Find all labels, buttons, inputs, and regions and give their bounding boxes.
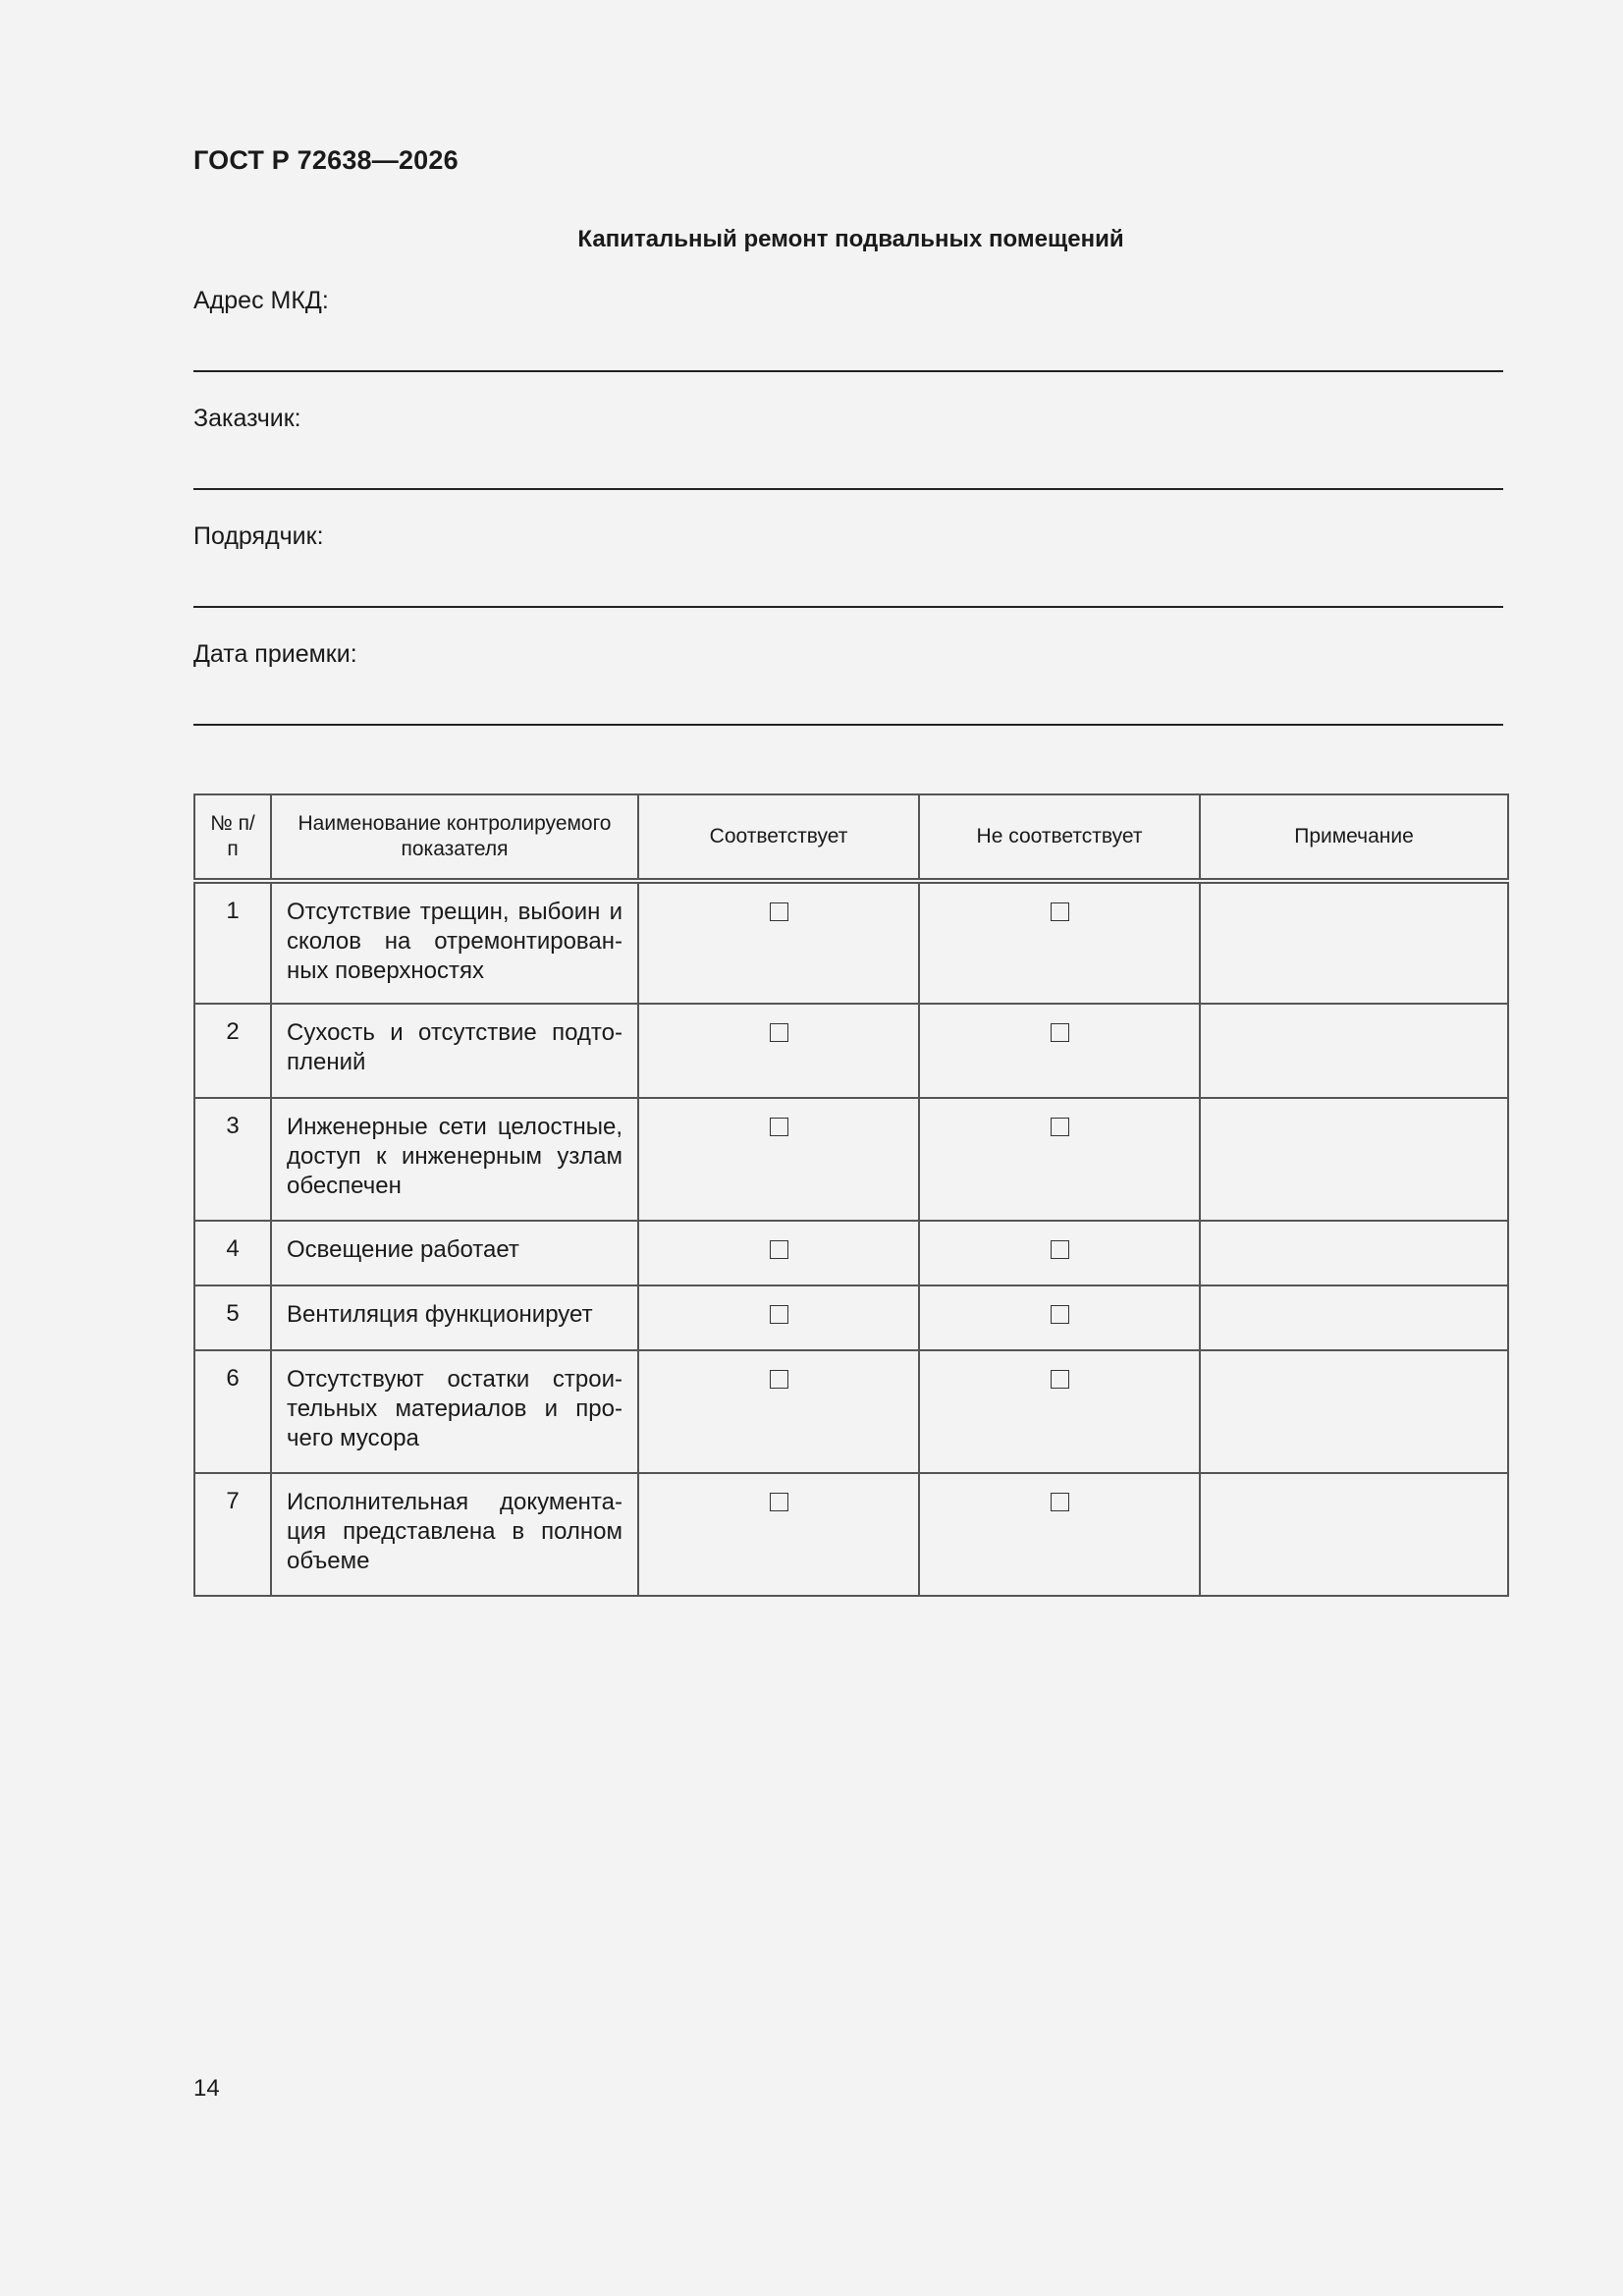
column-header-not-complies: Не соответствует: [919, 794, 1200, 881]
row-note-cell[interactable]: [1200, 1004, 1508, 1098]
form-title: Капитальный ремонт подвальных помещений: [577, 226, 1124, 252]
not-complies-checkbox[interactable]: [1051, 1305, 1069, 1324]
table-row: [194, 1285, 1508, 1350]
not-complies-checkbox[interactable]: [1051, 1240, 1069, 1259]
not-complies-checkbox[interactable]: [1051, 1118, 1069, 1136]
row-complies-cell: [638, 1285, 919, 1350]
table-row: [194, 1350, 1508, 1473]
row-note-cell[interactable]: [1200, 1285, 1508, 1350]
row-not-complies-cell: [919, 1473, 1200, 1596]
document-code: ГОСТ Р 72638—2026: [193, 145, 459, 175]
row-number: 5: [194, 1285, 271, 1350]
table-row: [194, 1004, 1508, 1098]
complies-checkbox[interactable]: [770, 1493, 788, 1511]
complies-checkbox[interactable]: [770, 1118, 788, 1136]
row-number: 6: [194, 1350, 271, 1473]
row-complies-cell: [638, 1221, 919, 1285]
row-note-cell[interactable]: [1200, 1221, 1508, 1285]
field-address-label: Адрес МКД:: [193, 287, 329, 314]
table-row: [194, 1221, 1508, 1285]
row-not-complies-cell: [919, 881, 1200, 1004]
table-header-row: [194, 794, 1508, 881]
field-customer-line[interactable]: [193, 488, 1503, 490]
row-note-cell[interactable]: [1200, 1098, 1508, 1221]
complies-checkbox[interactable]: [770, 1370, 788, 1389]
field-customer-label: Заказчик:: [193, 405, 301, 432]
row-note-cell[interactable]: [1200, 1473, 1508, 1596]
row-number: 1: [194, 881, 271, 1004]
field-contractor-line[interactable]: [193, 606, 1503, 608]
complies-checkbox[interactable]: [770, 1240, 788, 1259]
row-indicator-name: Инженерные сети целостные, доступ к инженерным узлам обеспечен: [271, 1098, 638, 1221]
not-complies-checkbox[interactable]: [1051, 1370, 1069, 1389]
not-complies-checkbox[interactable]: [1051, 1023, 1069, 1042]
row-not-complies-cell: [919, 1350, 1200, 1473]
row-indicator-name: Отсутствуют остатки строительных материалов и прочего мусора: [271, 1350, 638, 1473]
row-complies-cell: [638, 1098, 919, 1221]
row-indicator-name: Сухость и отсутствие подтоплений: [271, 1004, 638, 1098]
field-address-line[interactable]: [193, 370, 1503, 372]
row-indicator-name: Вентиляция функционирует: [271, 1285, 638, 1350]
row-note-cell[interactable]: [1200, 881, 1508, 1004]
field-acceptance-date-label: Дата приемки:: [193, 640, 357, 668]
column-header-indicator: Наименование контролируемого показателя: [271, 794, 638, 881]
row-not-complies-cell: [919, 1004, 1200, 1098]
column-header-number: № п/п: [194, 794, 271, 881]
row-number: 2: [194, 1004, 271, 1098]
row-not-complies-cell: [919, 1285, 1200, 1350]
row-not-complies-cell: [919, 1098, 1200, 1221]
row-number: 4: [194, 1221, 271, 1285]
column-header-note: Примечание: [1200, 794, 1508, 881]
row-complies-cell: [638, 881, 919, 1004]
field-contractor-label: Подрядчик:: [193, 522, 324, 550]
column-header-complies: Соответствует: [638, 794, 919, 881]
row-indicator-name: Исполнительная документация представлена в полном объеме: [271, 1473, 638, 1596]
page-number: 14: [193, 2075, 220, 2102]
row-complies-cell: [638, 1004, 919, 1098]
complies-checkbox[interactable]: [770, 1023, 788, 1042]
row-number: 3: [194, 1098, 271, 1221]
complies-checkbox[interactable]: [770, 1305, 788, 1324]
not-complies-checkbox[interactable]: [1051, 1493, 1069, 1511]
field-acceptance-date-line[interactable]: [193, 724, 1503, 726]
row-indicator-name: Освещение работает: [271, 1221, 638, 1285]
row-number: 7: [194, 1473, 271, 1596]
complies-checkbox[interactable]: [770, 902, 788, 921]
row-complies-cell: [638, 1350, 919, 1473]
not-complies-checkbox[interactable]: [1051, 902, 1069, 921]
table-row: [194, 1473, 1508, 1596]
row-not-complies-cell: [919, 1221, 1200, 1285]
table-row: [194, 881, 1508, 1004]
row-note-cell[interactable]: [1200, 1350, 1508, 1473]
table-row: [194, 1098, 1508, 1221]
row-indicator-name: Отсутствие трещин, выбоин и сколов на отремонтированных поверхностях: [271, 881, 638, 1004]
checklist-table: [193, 793, 1509, 1597]
row-complies-cell: [638, 1473, 919, 1596]
